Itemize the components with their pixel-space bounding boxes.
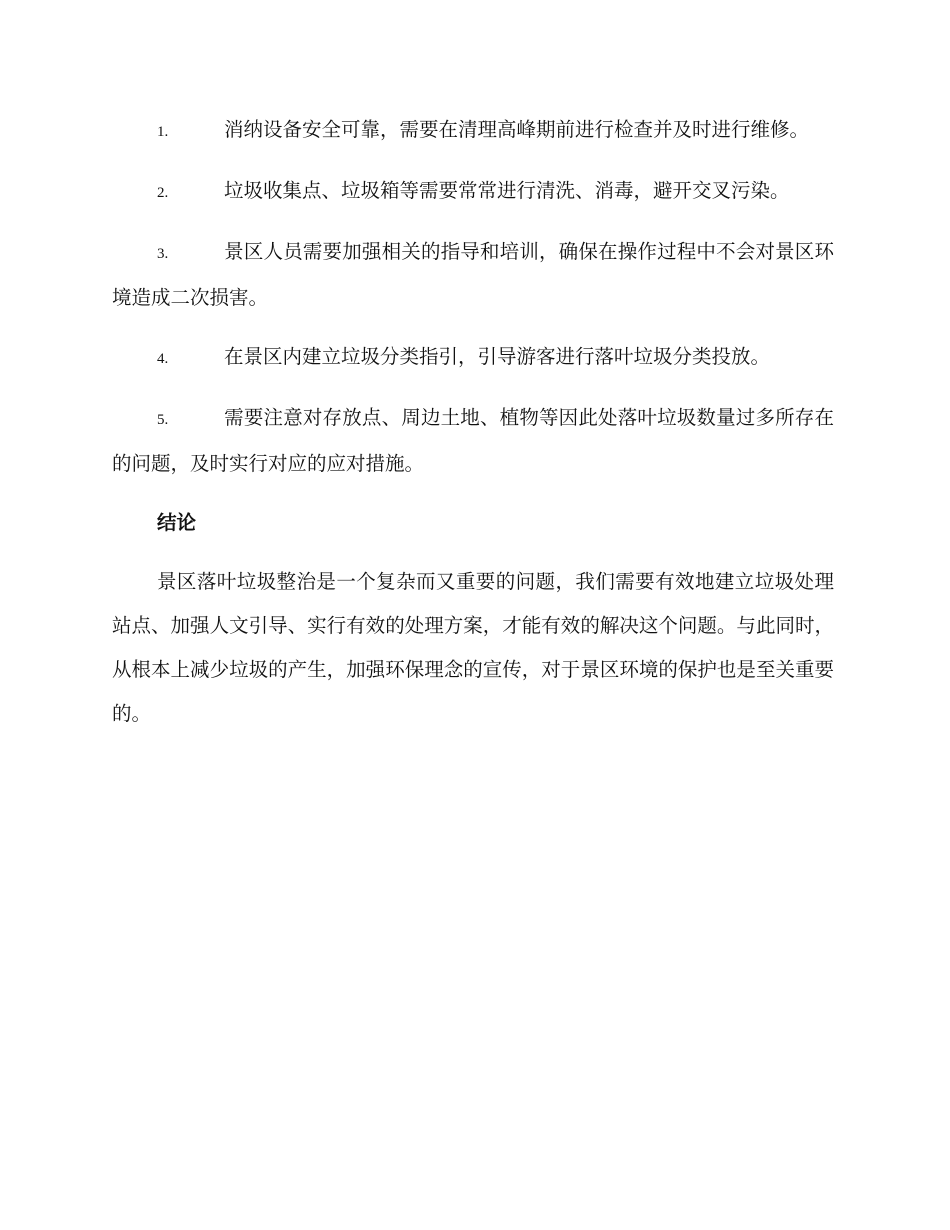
list-item-number: 5.: [157, 412, 169, 428]
list-item-text: 在景区内建立垃圾分类指引，引导游客进行落叶垃圾分类投放。: [224, 345, 771, 368]
conclusion-heading: 结论: [157, 511, 197, 534]
list-item: [112, 396, 834, 486]
list-item: [112, 335, 834, 381]
list-item-text: 景区人员需要加强相关的指导和培训，确保在操作过程中不会对景区环境造成二次损害。: [112, 240, 834, 309]
list-item-text: 需要注意对存放点、周边土地、植物等因此处落叶垃圾数量过多所存在的问题，及时实行对应的应对措施。: [112, 406, 834, 475]
document-page: [112, 108, 834, 736]
list-item-number: 3.: [157, 246, 169, 262]
list-item-number: 4.: [157, 351, 169, 367]
list-item: [112, 108, 834, 154]
list-item: [112, 169, 834, 215]
list-item-number: 2.: [157, 185, 169, 201]
list-item-text: 垃圾收集点、垃圾箱等需要常常进行清洗、消毒，避开交叉污染。: [224, 179, 790, 202]
conclusion-paragraph: 景区落叶垃圾整治是一个复杂而又重要的问题，我们需要有效地建立垃圾处理站点、加强人文引导、实行有效的处理方案，才能有效的解决这个问题。与此同时，从根本上减少垃圾的产生，加强环保理念的宣传，对于景区环境的保护也是至关重要的。: [112, 570, 834, 725]
list-item: [112, 230, 834, 320]
list-item-text: 消纳设备安全可靠，需要在清理高峰期前进行检查并及时进行维修。: [224, 118, 810, 141]
list-item-number: 1.: [157, 124, 169, 140]
